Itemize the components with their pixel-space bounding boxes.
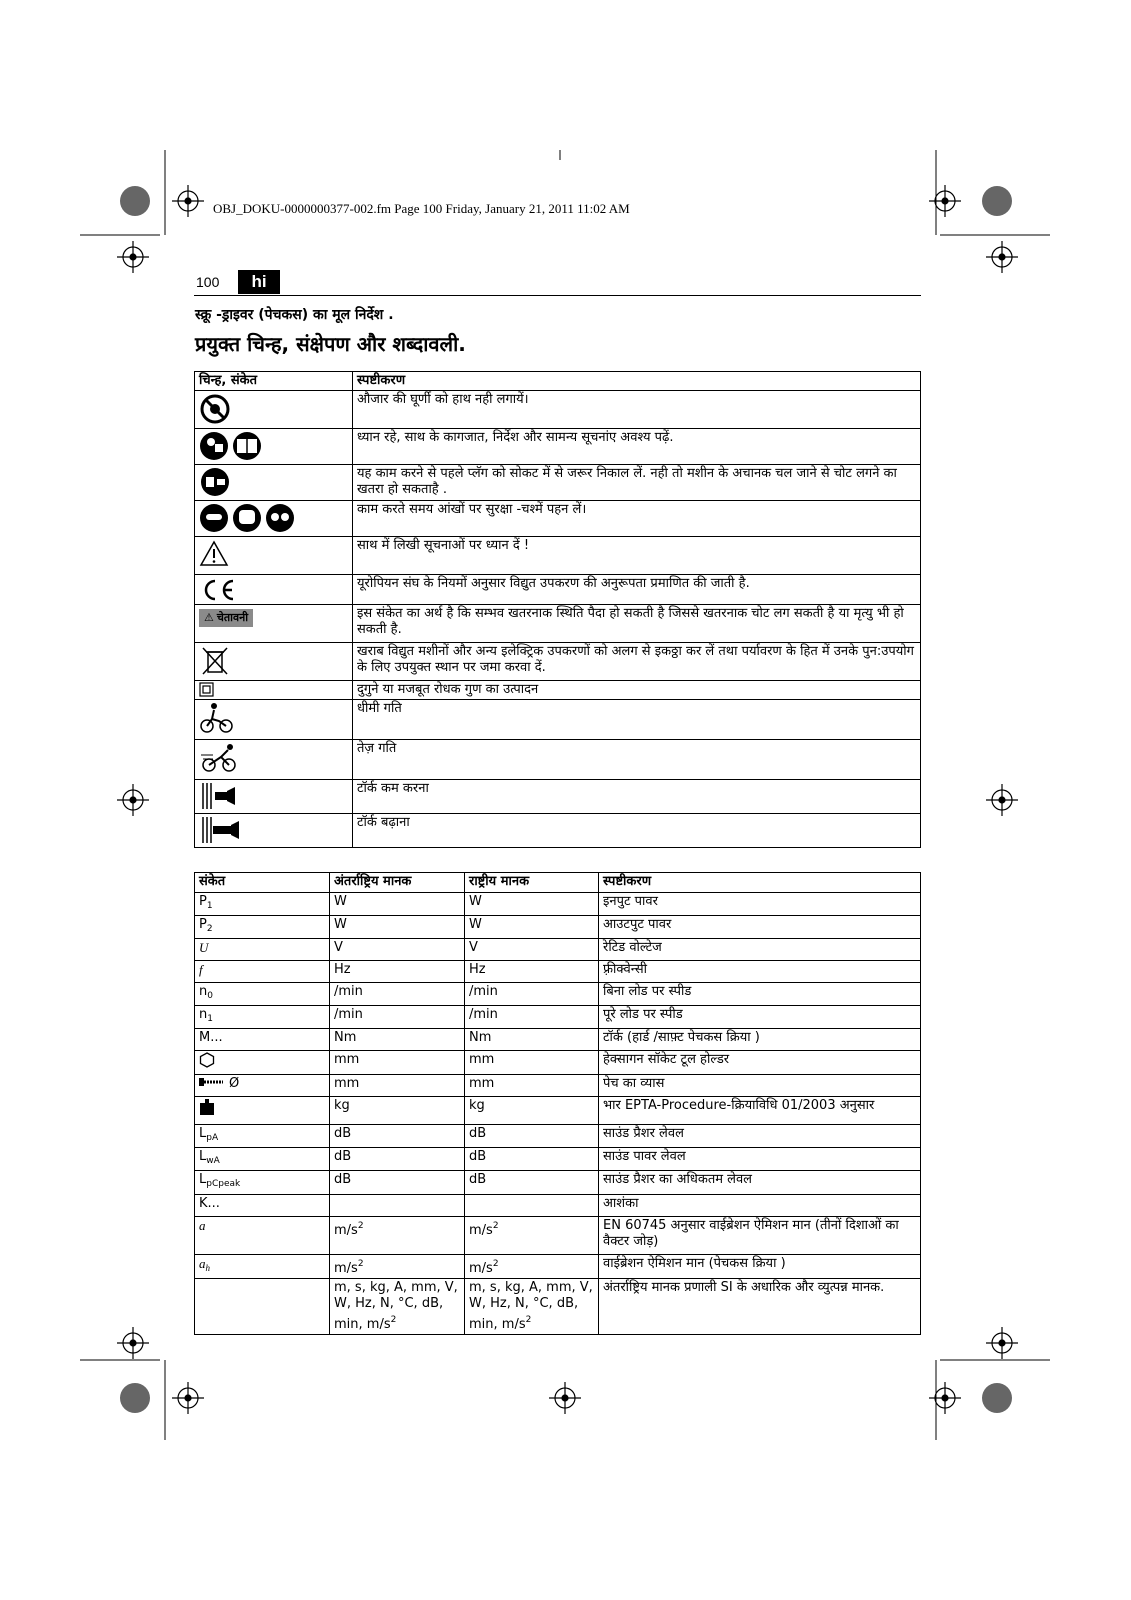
unit-text: W [334, 917, 347, 932]
symbol-cell [195, 1075, 330, 1097]
national-unit-cell [465, 1279, 599, 1335]
symbol-text: L [199, 1172, 207, 1187]
symbol-cell [195, 1217, 330, 1255]
unit-text: dB [469, 1172, 487, 1187]
units-row [195, 1279, 921, 1335]
units-row [195, 1217, 921, 1255]
unit-text: dB [469, 1149, 487, 1164]
symbol-subscript: 1 [206, 901, 213, 911]
language-tag: hi [238, 270, 280, 294]
units-row [195, 893, 921, 916]
symbol-subscript: wA [206, 1156, 220, 1166]
unit-text: Hz [469, 962, 486, 977]
unit-superscript: 2 [525, 1315, 532, 1325]
symbol-cell [195, 780, 353, 814]
national-unit-cell [465, 916, 599, 939]
explanation-cell: आशंका [599, 1195, 921, 1217]
warning-triangle-icon [199, 538, 233, 570]
national-unit-cell [465, 1255, 599, 1279]
symbol-cell [195, 814, 353, 848]
symbol-text: Ø [229, 1076, 240, 1091]
symbol-text: L [199, 1126, 207, 1141]
units-header-symbol: संकेत [195, 873, 330, 893]
symbols-table [194, 371, 921, 848]
symbol-subscript: pA [206, 1133, 219, 1143]
symbol-text: P [199, 917, 207, 932]
unit-text: /min [469, 984, 498, 999]
national-unit-cell [465, 1006, 599, 1029]
international-unit-cell [330, 1051, 465, 1075]
symbols-header-explanation: स्पष्टीकरण [353, 372, 921, 391]
torque-increase-icon [199, 815, 243, 845]
units-row [195, 1051, 921, 1075]
unit-text: kg [469, 1098, 485, 1113]
national-unit-cell [465, 1075, 599, 1097]
international-unit-cell [330, 1148, 465, 1171]
read-manual-icon [199, 430, 269, 462]
symbol-cell [195, 501, 353, 537]
units-row [195, 1006, 921, 1029]
crossed-bin-icon [199, 644, 233, 678]
explanation-cell: यूरोपियन संघ के नियमों अनुसार विद्युत उपकरण की अनुरूपता प्रमाणित की जाती है. [353, 575, 921, 605]
explanation-cell: अंतर्राष्ट्रिय मानक प्रणाली SI के अधारिक और व्युत्पन्न मानक. [599, 1279, 921, 1335]
unit-superscript: 2 [390, 1315, 397, 1325]
international-unit-cell [330, 916, 465, 939]
explanation-cell: काम करते समय आंखों पर सुरक्षा -चश्में पहन लें। [353, 501, 921, 537]
safety-goggles-icon [199, 502, 299, 534]
section-title: प्रयुक्त चिन्ह, संक्षेपण और शब्दावली. [195, 332, 466, 356]
explanation-cell: टॉर्क बढ़ाना [353, 814, 921, 848]
national-unit-cell [465, 961, 599, 983]
slow-speed-icon [199, 701, 235, 735]
explanation-cell: हेक्सागन सॉकेट टूल होल्डर [599, 1051, 921, 1075]
symbol-cell [195, 465, 353, 501]
explanation-cell: साउंड प्रैशर लेवल [599, 1125, 921, 1148]
symbol-cell [195, 1029, 330, 1051]
units-row [195, 1255, 921, 1279]
symbol-cell [195, 1097, 330, 1125]
national-unit-cell [465, 1029, 599, 1051]
unit-text: V [334, 940, 343, 955]
unit-text: mm [334, 1052, 360, 1067]
unit-text: dB [334, 1149, 352, 1164]
unit-text: m/s [334, 1261, 358, 1276]
symbol-cell [195, 1171, 330, 1195]
symbol-cell [195, 939, 330, 961]
symbol-text: a [199, 1256, 206, 1271]
screw-icon [199, 1076, 225, 1091]
unit-text: W [334, 894, 347, 909]
international-unit-cell [330, 983, 465, 1006]
explanation-cell: तेज़ गति [353, 740, 921, 780]
unplug-icon [199, 466, 233, 498]
symbol-text: P [199, 894, 207, 909]
international-unit-cell [330, 1075, 465, 1097]
national-unit-cell [465, 1148, 599, 1171]
international-unit-cell [330, 1125, 465, 1148]
national-unit-cell [465, 1125, 599, 1148]
explanation-cell: साउंड पावर लेवल [599, 1148, 921, 1171]
symbol-cell [195, 961, 330, 983]
units-header-international: अंतर्राष्ट्रिय मानक [330, 873, 465, 893]
units-table [194, 872, 921, 1335]
symbol-cell [195, 605, 353, 643]
symbol-subscript: pCpeak [206, 1179, 241, 1189]
explanation-cell: साथ में लिखी सूचनाओं पर ध्यान दें ! [353, 537, 921, 575]
units-row [195, 1029, 921, 1051]
explanation-cell: पेच का व्यास [599, 1075, 921, 1097]
units-row [195, 1171, 921, 1195]
units-row [195, 1097, 921, 1125]
symbol-cell [195, 740, 353, 780]
explanation-cell: पूरे लोड पर स्पीड [599, 1006, 921, 1029]
weight-icon [199, 1105, 215, 1120]
explanation-cell: साउंड प्रैशर का अधिकतम लेवल [599, 1171, 921, 1195]
unit-text: m, s, kg, A, mm, V, W, Hz, N, °C, dB, min, m/s [469, 1280, 593, 1332]
units-row [195, 1075, 921, 1097]
national-unit-cell [465, 1195, 599, 1217]
symbol-cell [195, 1051, 330, 1075]
unit-text: m/s [334, 1223, 358, 1238]
explanation-cell: वाईब्रेशन ऐमिशन मान (पेचकस क्रिया ) [599, 1255, 921, 1279]
symbol-cell [195, 1125, 330, 1148]
units-table-body [195, 893, 921, 1335]
national-unit-cell [465, 1171, 599, 1195]
international-unit-cell [330, 961, 465, 983]
national-unit-cell [465, 983, 599, 1006]
symbol-text: K... [199, 1196, 220, 1211]
national-unit-cell [465, 1217, 599, 1255]
double-insulation-icon [199, 682, 215, 698]
unit-text: mm [469, 1052, 495, 1067]
file-header-line: OBJ_DOKU-0000000377-002.fm Page 100 Friday, January 21, 2011 11:02 AM [213, 201, 630, 216]
units-row [195, 1125, 921, 1148]
warning-badge [199, 609, 253, 627]
symbol-text: n [199, 1007, 208, 1022]
symbol-text: f [199, 962, 203, 977]
unit-text: W [469, 917, 482, 932]
unit-superscript: 2 [357, 1259, 364, 1269]
international-unit-cell [330, 1029, 465, 1051]
units-header-national: राष्ट्रीय मानक [465, 873, 599, 893]
unit-text: W [469, 894, 482, 909]
unit-text: m/s [469, 1223, 493, 1238]
symbol-cell [195, 643, 353, 681]
symbol-cell [195, 391, 353, 429]
international-unit-cell [330, 1255, 465, 1279]
explanation-cell: भार EPTA-Procedure-क्रियाविधि 01/2003 अनुसार [599, 1097, 921, 1125]
units-row [195, 961, 921, 983]
explanation-cell: फ़्रीक्वेन्सी [599, 961, 921, 983]
units-header-explanation: स्पष्टीकरण [599, 873, 921, 893]
warning-badge-label: चेतावनी [216, 611, 249, 624]
unit-text: Nm [334, 1030, 357, 1045]
symbol-cell [195, 1279, 330, 1335]
units-row [195, 1195, 921, 1217]
international-unit-cell [330, 1195, 465, 1217]
symbol-text: U [199, 940, 209, 955]
unit-text: dB [469, 1126, 487, 1141]
unit-text: m, s, kg, A, mm, V, W, Hz, N, °C, dB, min, m/s [334, 1280, 458, 1332]
international-unit-cell [330, 1279, 465, 1335]
unit-superscript: 2 [492, 1259, 499, 1269]
symbol-cell [195, 916, 330, 939]
units-row [195, 983, 921, 1006]
page-number: 100 [196, 274, 220, 290]
explanation-cell: रेटिड वोल्टेज [599, 939, 921, 961]
header-rule [194, 295, 921, 296]
national-unit-cell [465, 1051, 599, 1075]
units-row [195, 916, 921, 939]
units-row [195, 1148, 921, 1171]
unit-text: V [469, 940, 478, 955]
unit-text: mm [469, 1076, 495, 1091]
symbol-subscript: 1 [207, 1014, 213, 1024]
international-unit-cell [330, 1171, 465, 1195]
symbol-text: L [199, 1149, 207, 1164]
explanation-cell: इनपुट पावर [599, 893, 921, 916]
symbol-cell [195, 681, 353, 700]
explanation-cell: औजार की घूर्णी को हाथ नही लगायें। [353, 391, 921, 429]
symbol-cell [195, 893, 330, 916]
symbol-cell [195, 983, 330, 1006]
symbol-subscript: 0 [207, 991, 213, 1001]
ce-mark-icon [199, 576, 239, 602]
national-unit-cell [465, 1097, 599, 1125]
symbol-cell [195, 1255, 330, 1279]
warning-badge-icon: ⚠ [204, 611, 214, 624]
explanation-cell: आउटपुट पावर [599, 916, 921, 939]
units-row [195, 939, 921, 961]
symbol-cell [195, 1006, 330, 1029]
symbol-cell [195, 700, 353, 740]
international-unit-cell [330, 1006, 465, 1029]
explanation-cell: धीमी गति [353, 700, 921, 740]
symbol-subscript: h [205, 1263, 210, 1273]
national-unit-cell [465, 939, 599, 961]
unit-text: /min [469, 1007, 498, 1022]
explanation-cell: ध्यान रहे, साथ के कागजात, निर्देश और सामन्य सूचनांए अवश्य पढ़ें. [353, 429, 921, 465]
symbol-cell [195, 575, 353, 605]
fast-speed-icon [199, 741, 239, 775]
symbols-header-symbol: चिन्ह, संकेत [195, 372, 353, 391]
unit-superscript: 2 [492, 1221, 499, 1231]
unit-text: kg [334, 1098, 350, 1113]
symbol-cell [195, 1148, 330, 1171]
unit-text: m/s [469, 1261, 493, 1276]
international-unit-cell [330, 1097, 465, 1125]
international-unit-cell [330, 1217, 465, 1255]
unit-text: dB [334, 1126, 352, 1141]
explanation-cell: यह काम करने से पहले प्लॅग को सोकट में से जरूर निकाल लें. नही तो मशीन के अचानक चल जाने से चोट लगने का खतरा हो सकताहै . [353, 465, 921, 501]
symbol-subscript: 2 [206, 924, 213, 934]
explanation-cell: दुगुने या मजबूत रोधक गुण का उत्पादन [353, 681, 921, 700]
document-subtitle: स्क्रू -ड्राइवर (पेचकस) का मूल निर्देश . [195, 307, 394, 323]
symbol-text: n [199, 984, 208, 999]
unit-text: Nm [469, 1030, 492, 1045]
unit-superscript: 2 [357, 1221, 364, 1231]
international-unit-cell [330, 939, 465, 961]
explanation-cell: इस संकेत का अर्थ है कि सम्भव खतरनाक स्थिति पैदा हो सकती है जिससे खतरनाक चोट लग सकती है या मृत्यु भी हो सकती है. [353, 605, 921, 643]
torque-decrease-icon [199, 781, 239, 811]
explanation-cell: टॉर्क (हार्ड /साफ़्ट पेचकस क्रिया ) [599, 1029, 921, 1051]
national-unit-cell [465, 893, 599, 916]
hexagon-icon [199, 1057, 215, 1072]
explanation-cell: खराब विद्युत मशीनों और अन्य इलेक्ट्रिक उपकरणों को अलग से इकठ्ठा कर लें तथा पर्यावरण के हित में उनके पुन:उपयोग के लिए उपयुक्त स्थान पर जमा करवा दें. [353, 643, 921, 681]
symbol-text: a [199, 1218, 206, 1233]
explanation-cell: बिना लोड पर स्पीड [599, 983, 921, 1006]
unit-text: Hz [334, 962, 351, 977]
symbol-cell [195, 429, 353, 465]
symbol-cell [195, 537, 353, 575]
no-hand-rotating-icon [199, 392, 233, 424]
unit-text: /min [334, 984, 363, 999]
international-unit-cell [330, 893, 465, 916]
unit-text: /min [334, 1007, 363, 1022]
unit-text: dB [334, 1172, 352, 1187]
symbol-text: M... [199, 1030, 223, 1045]
explanation-cell: EN 60745 अनुसार वाईब्रेशन ऐमिशन मान (तीनों दिशाओं का वैक्टर जोड़) [599, 1217, 921, 1255]
unit-text: mm [334, 1076, 360, 1091]
explanation-cell: टॉर्क कम करना [353, 780, 921, 814]
symbol-cell [195, 1195, 330, 1217]
